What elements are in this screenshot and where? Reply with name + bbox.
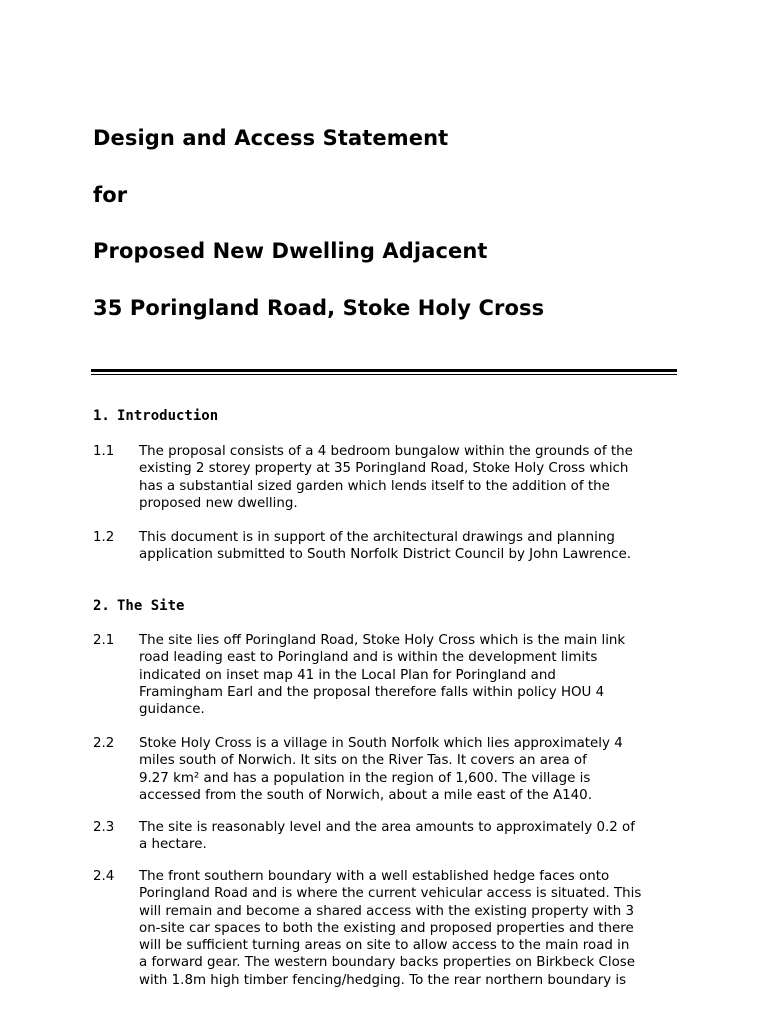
paragraph-1-2 bbox=[93, 529, 693, 564]
paragraph-2-3 bbox=[93, 819, 693, 854]
paragraph-line: road leading east to Poringland and is within the development limits bbox=[139, 650, 598, 666]
paragraph-line: will be sufficient turning areas on site to allow access to the main road in bbox=[139, 938, 630, 954]
paragraph-line: The site is reasonably level and the area amounts to approximately 0.2 of bbox=[139, 820, 635, 835]
paragraph-number: 2.1 bbox=[93, 633, 115, 648]
paragraph-number: 1.2 bbox=[93, 530, 115, 545]
paragraph-2-1 bbox=[93, 632, 693, 718]
paragraph-1-1 bbox=[93, 443, 693, 512]
section-title: The Site bbox=[117, 598, 185, 614]
paragraph-number: 2.3 bbox=[93, 820, 115, 835]
paragraph-number: 2.2 bbox=[93, 736, 115, 751]
section-title: Introduction bbox=[117, 408, 219, 424]
paragraph-line: guidance. bbox=[139, 702, 205, 718]
paragraph-line: The front southern boundary with a well established hedge faces onto bbox=[139, 869, 610, 884]
paragraph-line: existing 2 storey property at 35 Poringland Road, Stoke Holy Cross which bbox=[139, 461, 629, 477]
paragraph-line: will remain and become a shared access with the existing property with 3 bbox=[139, 903, 635, 919]
paragraph-line: miles south of Norwich. It sits on the River Tas. It covers an area of bbox=[139, 753, 587, 769]
paragraph-line: 9.27 km² and has a population in the region of 1,600. The village is bbox=[139, 770, 591, 786]
paragraph-line: proposed new dwelling. bbox=[139, 495, 298, 511]
title-divider-thick bbox=[91, 369, 677, 372]
paragraph-line: has a substantial sized garden which lends itself to the addition of the bbox=[139, 478, 610, 494]
paragraph-2-4 bbox=[93, 868, 693, 989]
paragraph-line: on-site car spaces to both the existing and proposed properties and there bbox=[139, 920, 634, 936]
section-heading-introduction bbox=[93, 408, 218, 425]
title-line-4: 35 Poringland Road, Stoke Holy Cross bbox=[93, 296, 545, 320]
paragraph-line: Poringland Road and is where the current vehicular access is situated. This bbox=[139, 886, 642, 902]
paragraph-line: application submitted to South Norfolk District Council by John Lawrence. bbox=[139, 547, 631, 563]
paragraph-2-2 bbox=[93, 735, 693, 804]
paragraph-number: 1.1 bbox=[93, 444, 115, 459]
paragraph-line: Framingham Earl and the proposal therefore falls within policy HOU 4 bbox=[139, 684, 605, 700]
title-line-1: Design and Access Statement bbox=[93, 126, 449, 150]
paragraph-number: 2.4 bbox=[93, 869, 115, 884]
title-line-2: for bbox=[93, 183, 128, 207]
title-divider-thin bbox=[91, 374, 677, 375]
section-heading-the-site bbox=[93, 598, 184, 615]
paragraph-line: This document is in support of the architectural drawings and planning bbox=[139, 530, 615, 545]
paragraph-line: The site lies off Poringland Road, Stoke Holy Cross which is the main link bbox=[139, 633, 626, 648]
section-number: 1. bbox=[93, 408, 110, 424]
section-number: 2. bbox=[93, 598, 110, 614]
paragraph-line: Stoke Holy Cross is a village in South Norfolk which lies approximately 4 bbox=[139, 736, 623, 751]
paragraph-line: The proposal consists of a 4 bedroom bungalow within the grounds of the bbox=[139, 444, 633, 459]
title-line-3: Proposed New Dwelling Adjacent bbox=[93, 239, 488, 263]
paragraph-line: a hectare. bbox=[139, 837, 207, 853]
paragraph-line: indicated on inset map 41 in the Local Plan for Poringland and bbox=[139, 667, 556, 683]
paragraph-line: accessed from the south of Norwich, about a mile east of the A140. bbox=[139, 787, 592, 803]
paragraph-line: with 1.8m high timber fencing/hedging. To the rear northern boundary is bbox=[139, 972, 627, 988]
paragraph-line: a forward gear. The western boundary backs properties on Birkbeck Close bbox=[139, 955, 636, 971]
